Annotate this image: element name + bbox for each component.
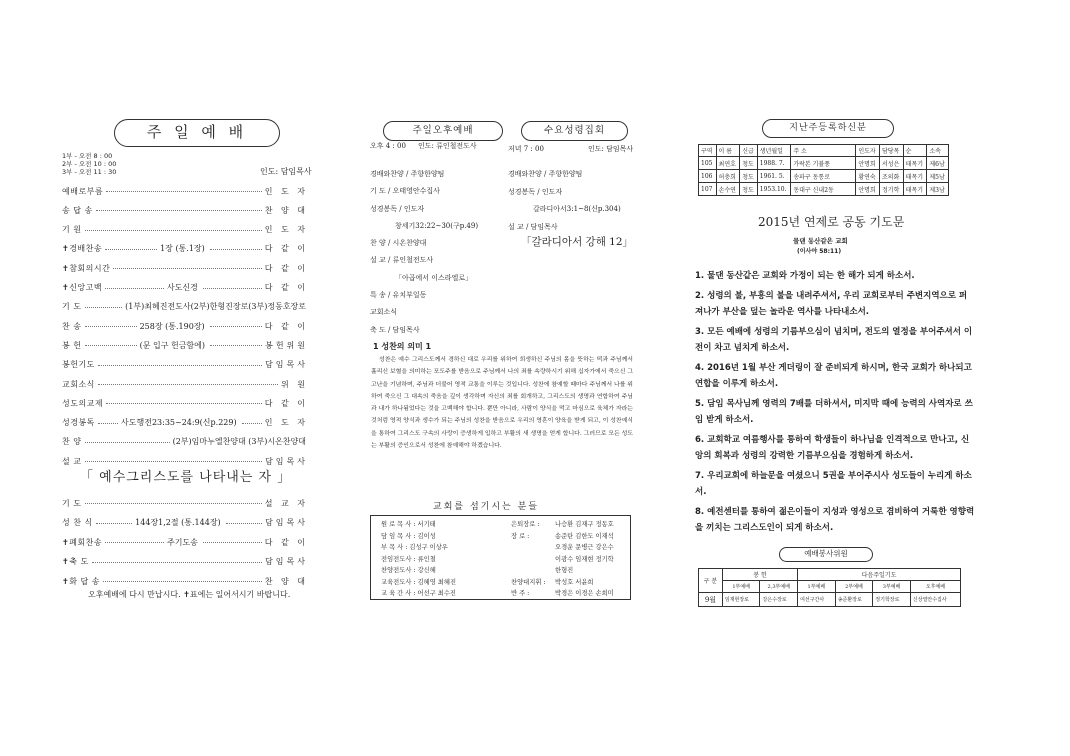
footnote: 오후예배에 다시 만납시다. ✝표에는 일어서시기 바랍니다. (88, 590, 291, 599)
dotted-leader (96, 209, 262, 211)
order-detail: (문 입구 헌금함에) (139, 340, 206, 350)
order-label: 송 답 송 (62, 205, 93, 215)
dotted-leader (85, 344, 137, 346)
volunteers-table (698, 568, 961, 607)
order-person: 봉헌위원 (265, 340, 309, 350)
list-item: 성경봉독 / 인도자 (370, 204, 425, 213)
list-item: 한형진 (555, 567, 574, 574)
order-label: 성 찬 식 (62, 518, 93, 527)
order-label: 봉헌기도 (62, 360, 95, 370)
prayer-item: 5. 담임 목사님께 영력의 7배를 더하셔서, 미지막 때에 능력의 사역자로 쓰임 받게 하소서. (695, 399, 973, 425)
order-label: 기 도 (62, 302, 82, 312)
list-item: 반 주 : 박경은 이경은 손희미 (511, 590, 614, 597)
servants-left (381, 519, 501, 600)
wednesday-sermon: 「갈라디아서 강해 12」 (521, 236, 634, 248)
dotted-leader (98, 422, 118, 424)
dotted-leader (85, 229, 262, 231)
order-label: ✝축 도 (62, 557, 89, 566)
dotted-leader (103, 580, 262, 582)
order-label: ✝경배찬송 (62, 244, 103, 254)
order-person: 담임목사 (265, 557, 308, 566)
order-person: 담임목사 (265, 518, 308, 527)
order-label: 찬 양 (62, 437, 82, 447)
wednesday-leader: 인도: 담임목사 (588, 145, 634, 153)
prayer-reference: (이사야 58:11) (797, 248, 842, 255)
dotted-leader (203, 287, 262, 289)
afternoon-leader: 인도: 류인철전도사 (418, 142, 477, 150)
order-detail: (1부)최혜진전도사(2부)한형진장로(3부)정동호장로 (125, 302, 306, 312)
order-label: ✝참회의시간 (62, 263, 111, 273)
prayer-title: 2015년 연제로 공동 기도문 (758, 215, 905, 229)
wednesday-items (508, 166, 621, 236)
prayer-item: 6. 교회학교 여름행사를 통하여 학생들이 하나님을 인격적으로 만나고, 신앙의 회복과 성령의 강력한 기름부으심을 경험하게 하소서. (695, 435, 970, 461)
prayer-list (695, 268, 975, 536)
sermon-title: 「 예수그리스도를 나타내는 자 」 (80, 470, 292, 485)
dotted-leader (106, 402, 262, 404)
order-detail: 사도신경 (166, 283, 198, 292)
list-item: 경배와찬양 / 주향한양팀 (370, 170, 445, 178)
table-header-row: 1부예배 2,3부예배 1부예배 2부예배 3부예배 오후예배 (699, 581, 961, 593)
order-label: 성도의교제 (62, 398, 104, 408)
list-item: 설 교 / 류인철전도사 (370, 256, 434, 265)
dotted-leader (92, 561, 262, 563)
afternoon-service-title: 주일오후예배 (383, 121, 503, 141)
dotted-leader (98, 383, 278, 385)
list-item: 찬양대지휘 : 박성호 서윤희 (511, 578, 594, 586)
prayer-item: 2. 성령의 불, 부흥의 불을 내려주셔서, 우리 교회로부터 주변지역으로 퍼져나가 부산을 덮는 놀라운 역사를 나타내소서. (695, 291, 968, 317)
prayer-item: 1. 물댄 동산같은 교회와 가정이 되는 한 해가 되게 하소서. (695, 271, 915, 281)
servants-box (370, 515, 631, 600)
dotted-leader (85, 502, 262, 504)
prayer-item: 3. 모든 예배에 성령의 기름부으심이 넘치며, 전도의 열정을 부어주셔서 이 전이 차고 넘치게 하소서. (695, 327, 973, 353)
list-item: 은퇴장로 : 나승환 김재구 정동호 (511, 521, 614, 528)
dotted-leader (210, 248, 262, 250)
list-item: 특 송 / 유치부일동 (370, 291, 427, 300)
order-label: 설 교 (62, 456, 82, 466)
list-item: 원 로 목 사 : 서기태 (381, 521, 436, 528)
volunteers-title: 예배봉사위원 (779, 547, 873, 562)
dotted-leader (210, 344, 262, 346)
order-person: 설 교 자 (264, 498, 308, 508)
table-header-row: 구역 이 름 신급 생년월일 주 소 인도자 담당목 순 소속 (699, 145, 949, 157)
table-header-row: 구 분 봉 헌 다음주일기도 (699, 569, 961, 581)
dotted-leader (113, 267, 261, 269)
order-label: 봉 헌 (62, 340, 82, 350)
dotted-leader (105, 541, 164, 543)
dotted-leader (106, 190, 262, 192)
order-person: 다 같 이 (264, 321, 308, 331)
order-detail: 주기도송 (166, 537, 198, 547)
list-item: 교육전도사 : 김혜영 최혜진 (381, 578, 457, 586)
list-item: 전임전도사 : 류인철 (381, 555, 436, 563)
wednesday-time: 저녁 7 : 00 (508, 145, 544, 153)
newcomers-title: 지난주등록하신분 (762, 119, 894, 138)
dotted-leader (105, 287, 164, 289)
list-item: 기 도 / 오태영안수집사 (370, 187, 440, 196)
order-label: 찬 송 (62, 321, 82, 331)
dotted-leader (85, 306, 123, 308)
servants-right (511, 519, 631, 600)
order-label: ✝화 답 송 (62, 576, 100, 586)
order-label: 기 도 (62, 498, 82, 508)
order-person: 찬 양 대 (264, 576, 308, 586)
order-person: 다 같 이 (264, 244, 309, 254)
list-item: 부 목 사 : 김성구 이상우 (381, 544, 448, 551)
list-item: 창세기32:22~30(구p.49) (395, 221, 479, 230)
order-person: 담임목사 (265, 456, 308, 466)
list-item: 축 도 / 담임목사 (370, 325, 420, 334)
list-item: 교 육 간 사 : 어선구 최수진 (381, 590, 456, 597)
list-item: 갈라디아서3:1~8(신p.304) (533, 205, 621, 213)
order-label: 성경봉독 (62, 418, 95, 428)
service-times: 1부 - 오전 8 : 00 2부 - 오전 10 : 00 3부 - 오전 11 : 30 (62, 152, 117, 176)
afternoon-items (370, 166, 478, 339)
order-person: 다 같 이 (264, 283, 309, 292)
dotted-leader (98, 364, 262, 366)
order-detail: (2부)임마누엘찬양대 (3부)시온찬양대 (172, 437, 306, 447)
dotted-leader (85, 460, 263, 462)
prayer-item: 8. 예전센터를 통하여 젊은이들이 지성과 영성으로 겸비하여 거룩한 영향력을 끼치는 그리스도인이 되게 하소서. (695, 507, 975, 533)
table-row: 106 허충희 청도 1961. 5. 송파구 동통로 황연숙 조의화 태목기 제5남 (699, 170, 949, 183)
dotted-leader (96, 522, 132, 524)
list-item: 오경운 문병근 강은수 (555, 544, 614, 551)
order-person: 찬 양 대 (264, 205, 308, 215)
order-label: 기 원 (62, 225, 82, 235)
order-person: 인 도 자 (264, 418, 308, 428)
dotted-leader (203, 541, 262, 543)
order-detail: 1장 (통.1장) (160, 244, 205, 254)
order-person: 위 원 (281, 379, 308, 389)
list-item: 경배와찬양 / 주향한양팀 (508, 170, 583, 178)
table-row: 107 손수연 청도 1953.10. 동대구 신내2동 안명희 정기학 태목기 제3남 (699, 183, 949, 196)
order-label: 교회소식 (62, 379, 95, 389)
order-label: 예배로부름 (62, 186, 104, 196)
list-item: 「아곱에서 이스라엘로」 (395, 273, 473, 282)
order-person: 다 같 이 (264, 398, 308, 408)
order-detail: 144장1,2절 (통.144장) (135, 518, 221, 527)
prayer-item: 7. 우리교회에 하늘문을 여셨으니 5권을 부어주시사 성도들이 누리게 하소서. (695, 471, 972, 497)
order-detail: 사도행전23:35~24:9(신p.229) (121, 418, 237, 428)
wednesday-service-title: 수요성령집회 (521, 121, 628, 141)
list-item: 교회소식 (370, 308, 398, 317)
dotted-leader (226, 522, 262, 524)
order-person: 다 같 이 (264, 263, 308, 273)
order-label: ✝폐회찬송 (62, 537, 103, 547)
table-row: 105 최연호 청도 1988. 7. 가락본 기뷸풍 안명희 서성은 태목기 제6남 (699, 157, 949, 170)
list-item: 성경봉독 / 인도자 (508, 187, 563, 196)
dotted-leader (105, 248, 157, 250)
list-item: 찬양전도사 : 강신혜 (381, 567, 436, 574)
list-item: 장 로 : 송준탄 김한도 이재석 (511, 532, 614, 540)
afternoon-time: 오후 4 : 00 (370, 142, 406, 150)
order-detail: 258장 (통.190장) (139, 321, 205, 331)
list-item: 설 교 / 담임목사 (508, 222, 558, 231)
dotted-leader (85, 441, 170, 443)
prayer-subtitle: 물댄 동산같은 교회 (793, 237, 848, 245)
service-leader: 인도: 담임목사 (260, 167, 312, 176)
dotted-leader (85, 325, 137, 327)
servants-title: 교회를 섬기시는 분들 (433, 502, 539, 512)
meaning-body: 성찬은 예수 그리스도께서 경하신 대로 우리를 위하여 희생하신 주님의 몸을 뜻하는 떡과 주님께서 흘리신 보혈을 의미하는 포도주를 받음으로 주님께서 나의 죄를 속량하시기 위해 십자가에서 죽으신 그 고난을 기념하며, 주님과 더불어 영적 교통을 이루는 것입니다. 성찬에 참예할 때마다 주님께서 나를 위하여 죽으신 그 대속의 죽음을 깊이 생각하며 자신의 죄를 회개하고, 그리스도의 생명과 연합하여 주님과 내가 하나됨었다는 것을 고백해야 합니다. 뿐만 아니라, 사람이 양식을 먹고 마심으로 육체가 자라는 것처럼 영적 양식과 생수가 되는 주님의 성찬을 받음으로 우리의 영혼이 양육을 받게 되고, 이 성찬예식을 통하여 그리스도 구속의 사랑이 증생하게 입하고 부활의 새 생명을 얻게 합니다. 그러므로 모든 성도는 부활의 증인으로서 성찬에 참예해야 하겠습니다. (371, 357, 633, 450)
order-person: 다 같 이 (264, 537, 309, 547)
table-row: 9월 임재현장로 강은수장로 여선구간사 송준환장로 정기학장로 신상열안수집사 (699, 593, 961, 607)
order-person: 인 도 자 (264, 186, 308, 196)
order-person: 인 도 자 (264, 225, 308, 235)
dotted-leader (210, 325, 262, 327)
list-item: 이광수 임재현 정기학 (555, 555, 614, 563)
list-item: 찬 양 / 시온찬양대 (370, 239, 427, 248)
meaning-title: 1 성찬의 의미 1 (373, 342, 432, 351)
dotted-leader (242, 422, 262, 424)
order-label: ✝신앙고백 (62, 283, 103, 292)
newcomers-table (698, 144, 949, 196)
prayer-item: 4. 2016년 1월 부산 게더링이 잘 준비되게 하시며, 한국 교회가 하나되고 연합을 이루게 하소서. (695, 363, 972, 389)
list-item: 담 임 목 사 : 김이성 (381, 532, 436, 540)
order-person: 담임목사 (265, 360, 308, 370)
sunday-service-title: 주 일 예 배 (114, 119, 280, 147)
